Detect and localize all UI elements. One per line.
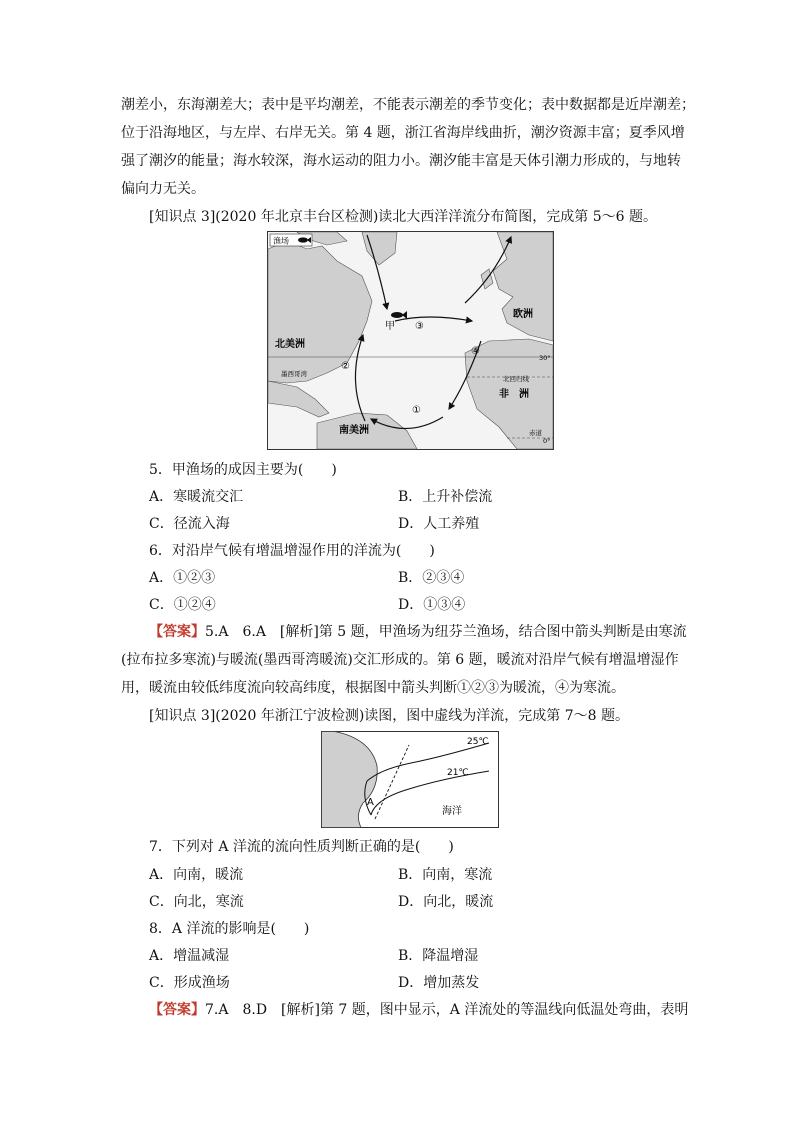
q6-option-c: C．①②④ — [149, 597, 216, 613]
q5-option-c: C．径流入海 — [149, 516, 230, 532]
q5-option-d: D．人工养殖 — [398, 516, 480, 532]
label-30: 30° — [539, 354, 551, 362]
q8-option-c: C．形成渔场 — [149, 975, 230, 991]
label-north-america: 北美洲 — [275, 339, 305, 350]
label-25: 25℃ — [467, 737, 489, 747]
label-a: A — [367, 797, 374, 808]
label-equator: 赤道 — [529, 429, 542, 437]
q6-option-d: D．①③④ — [398, 597, 466, 613]
fishery-jia-icon — [391, 312, 403, 318]
question-7-stem: 7．下列对 A 洋流的流向性质判断正确的是( ) — [149, 839, 454, 855]
q6-option-b: B．②③④ — [398, 570, 465, 586]
label-0: 0° — [543, 437, 551, 445]
section-intro: [知识点 3](2020 年北京丰台区检测)读北大西洋洋流分布简图，完成第 5～6 题。 — [149, 209, 657, 225]
answer-line: 用，暖流由较低纬度流向较高纬度，根据图中箭头判断①②③为暖流，④为寒流。 — [121, 680, 625, 696]
question-5-stem: 5．甲渔场的成因主要为( ) — [149, 462, 337, 478]
mark-4: ④ — [471, 346, 480, 357]
label-jia: 甲 — [385, 321, 395, 332]
question-8-stem: 8．A 洋流的影响是( ) — [149, 921, 310, 937]
q8-option-b: B．降温增湿 — [398, 948, 479, 964]
label-21: 21℃ — [447, 768, 469, 778]
answer-tag: 【答案】 — [149, 1002, 205, 1018]
answer-tag: 【答案】 — [149, 624, 205, 640]
paragraph-line: 偏向力无关。 — [121, 181, 205, 197]
label-ocean: 海洋 — [442, 806, 462, 817]
answer-text: 7.A 8.D [解析]第 7 题，图中显示，A 洋流处的等温线向低温处弯曲，表明 — [205, 1002, 689, 1018]
q7-option-c: C．向北，寒流 — [149, 894, 244, 910]
paragraph-line: 潮差小，东海潮差大；表中是平均潮差，不能表示潮差的季节变化；表中数据都是近岸潮差； — [121, 97, 695, 113]
q7-option-b: B．向南，寒流 — [398, 867, 493, 883]
label-africa: 非 洲 — [499, 389, 529, 400]
label-south-america: 南美洲 — [339, 425, 369, 436]
answer-5-6 — [149, 622, 687, 642]
q6-option-a: A．①②③ — [149, 570, 216, 586]
q5-option-a: A．寒暖流交汇 — [149, 489, 244, 505]
q8-option-d: D．增加蒸发 — [398, 975, 480, 991]
label-tropic: 北回归线 — [503, 375, 529, 383]
mark-1: ① — [412, 405, 421, 416]
label-europe: 欧洲 — [513, 309, 533, 320]
section-intro: [知识点 3](2020 年浙江宁波检测)读图，图中虚线为洋流，完成第 7～8 题。 — [149, 708, 629, 724]
answer-text: 5.A 6.A [解析]第 5 题，甲渔场为纽芬兰渔场，结合图中箭头判断是由寒流 — [205, 624, 687, 640]
q7-option-d: D．向北，暖流 — [398, 894, 494, 910]
answer-7-8 — [149, 1000, 688, 1020]
q8-option-a: A．增温减湿 — [149, 948, 230, 964]
answer-line: (拉布拉多寒流)与暖流(墨西哥湾暖流)交汇形成的。第 6 题，暖流对沿岸气候有增温增湿作 — [121, 652, 679, 668]
mark-2: ② — [341, 361, 350, 372]
fish-icon — [298, 237, 308, 242]
north-atlantic-current-map — [267, 231, 554, 450]
q5-option-b: B．上升补偿流 — [398, 489, 493, 505]
paragraph-line: 位于沿海地区，与左岸、右岸无关。第 4 题，浙江省海岸线曲折，潮汐资源丰富；夏季风增 — [121, 125, 685, 141]
legend-label: 渔场 — [273, 236, 289, 246]
q7-option-a: A．向南，暖流 — [149, 867, 244, 883]
paragraph-line: 强了潮汐的能量；海水较深，海水运动的阻力小。潮汐能丰富是天体引潮力形成的，与地转 — [121, 153, 681, 169]
mark-3: ③ — [415, 321, 424, 332]
label-mexico-gulf: 墨西哥湾 — [281, 370, 307, 378]
isotherm-diagram — [321, 731, 499, 828]
question-6-stem: 6．对沿岸气候有增温增湿作用的洋流为( ) — [149, 543, 435, 559]
